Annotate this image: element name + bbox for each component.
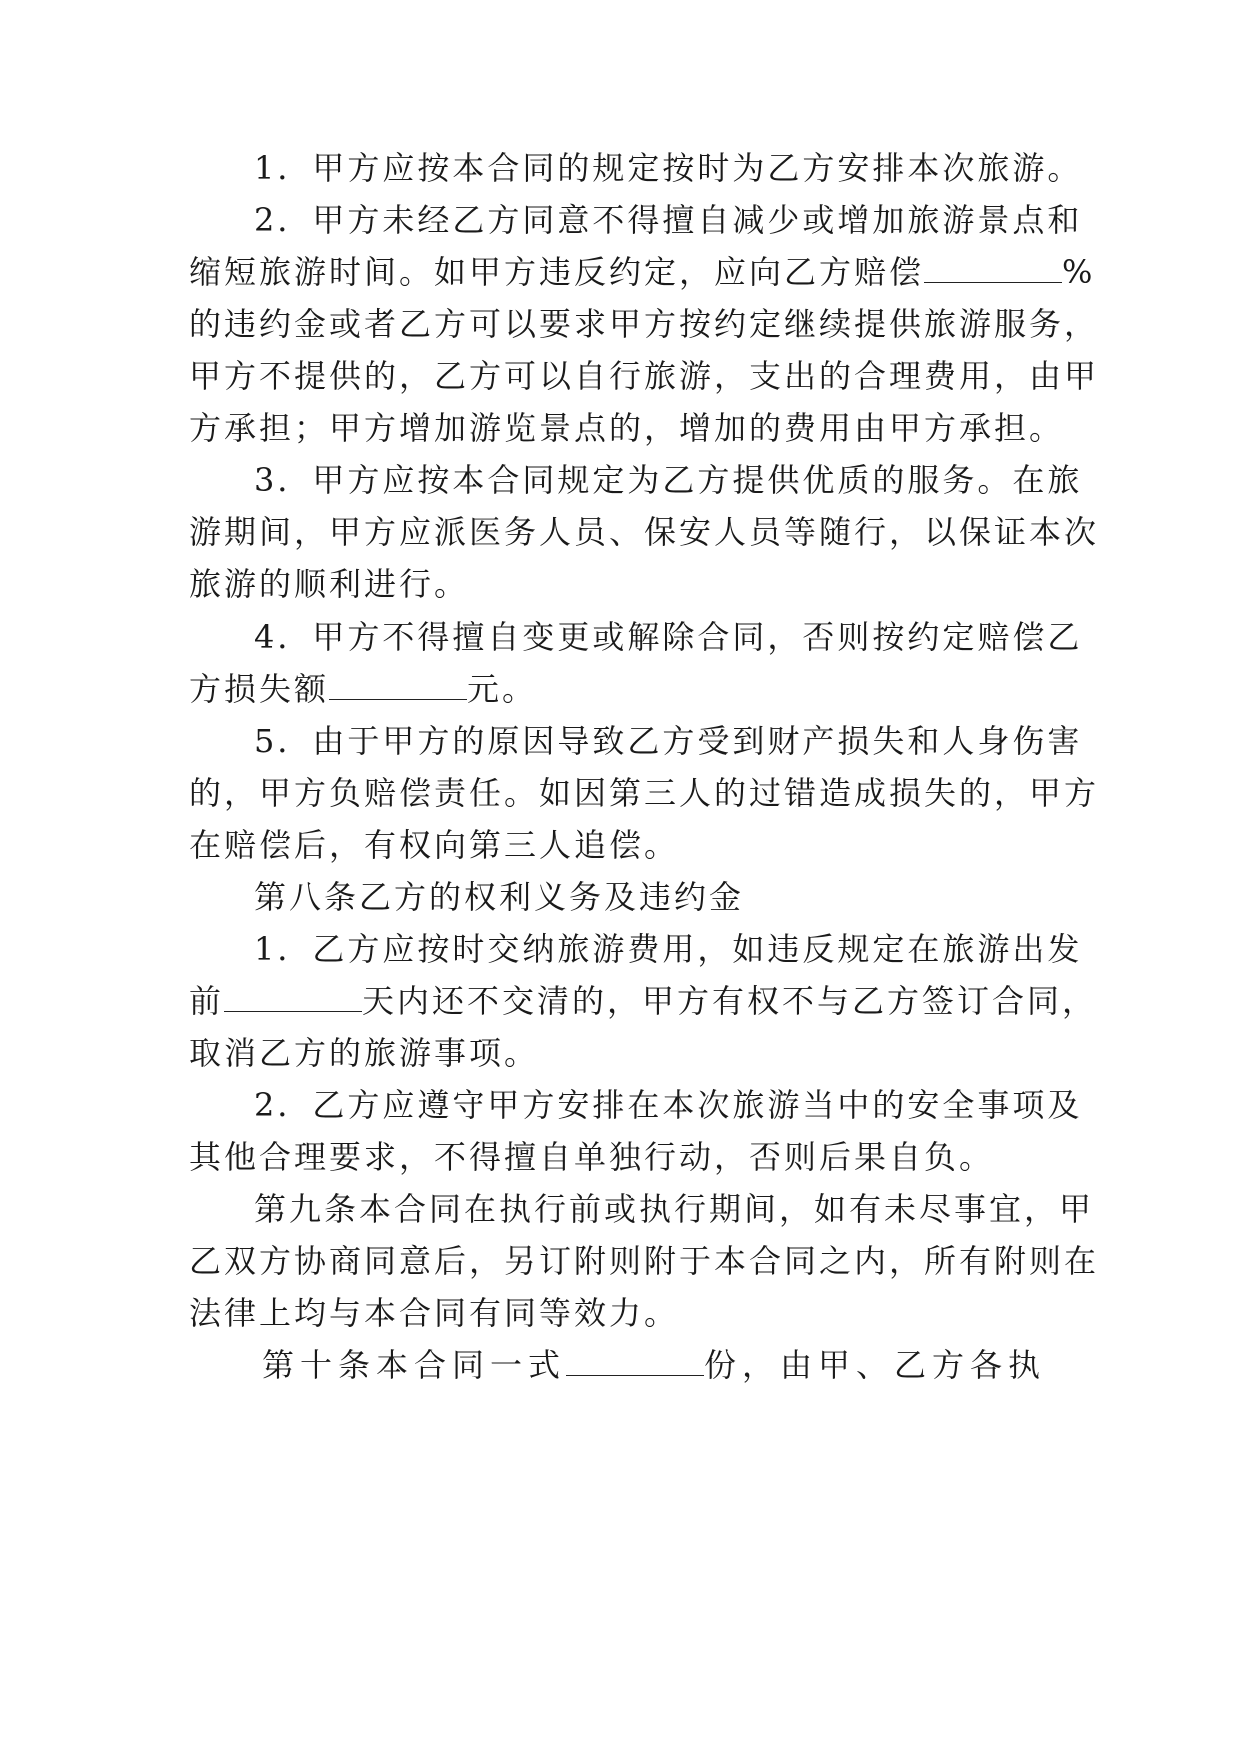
text-segment: %: [1062, 253, 1096, 291]
paragraph-line: 3．甲方应按本合同规定为乙方提供优质的服务。在旅: [254, 461, 1083, 499]
fill-blank: [924, 252, 1062, 283]
fill-blank: [224, 981, 362, 1012]
paragraph-line: [262, 1345, 1046, 1385]
text-segment: 缩短旅游时间。如甲方违反约定，应向乙方赔偿: [189, 253, 925, 291]
paragraph-line: [189, 252, 1095, 292]
paragraph-line: 乙双方协商同意后，另订附则附于本合同之内，所有附则在: [189, 1242, 1100, 1280]
fill-blank: [566, 1345, 704, 1376]
paragraph-line: 2．甲方未经乙方同意不得擅自减少或增加旅游景点和: [254, 201, 1083, 239]
paragraph-line: 法律上均与本合同有同等效力。: [189, 1294, 680, 1332]
paragraph-line: 5．由于甲方的原因导致乙方受到财产损失和人身伤害: [254, 722, 1083, 760]
paragraph-line: 在赔偿后，有权向第三人追偿。: [189, 826, 680, 864]
section-heading: 第八条乙方的权利义务及违约金: [254, 878, 745, 916]
paragraph-line: [189, 669, 537, 709]
paragraph-line: 的，甲方负赔偿责任。如因第三人的过错造成损失的，甲方: [189, 774, 1100, 812]
text-segment: 前: [189, 982, 225, 1020]
paragraph-line: 的违约金或者乙方可以要求甲方按约定继续提供旅游服务，: [189, 305, 1100, 343]
paragraph-line: 甲方不提供的，乙方可以自行旅游，支出的合理费用，由甲: [189, 357, 1100, 395]
paragraph-line: [189, 981, 1097, 1021]
text-segment: 天内还不交清的，甲方有权不与乙方签订合同，: [362, 982, 1098, 1020]
paragraph-line: 2．乙方应遵守甲方安排在本次旅游当中的安全事项及: [254, 1086, 1083, 1124]
paragraph-line: 旅游的顺利进行。: [189, 565, 470, 603]
text-segment: 份，由甲、乙方各执: [704, 1346, 1047, 1384]
text-segment: 方损失额: [189, 670, 330, 708]
paragraph-line: 方承担；甲方增加游览景点的，增加的费用由甲方承担。: [189, 409, 1065, 447]
paragraph-line: 游期间，甲方应派医务人员、保安人员等随行，以保证本次: [189, 513, 1100, 551]
paragraph-line: 其他合理要求，不得擅自单独行动，否则后果自负。: [189, 1138, 995, 1176]
paragraph-line: 取消乙方的旅游事项。: [189, 1034, 540, 1072]
paragraph-line: 4．甲方不得擅自变更或解除合同，否则按约定赔偿乙: [254, 618, 1083, 656]
text-segment: 元。: [467, 670, 538, 708]
paragraph-line: 第九条本合同在执行前或执行期间，如有未尽事宜，甲: [254, 1190, 1095, 1228]
fill-blank: [329, 669, 467, 700]
paragraph-line: 1．乙方应按时交纳旅游费用，如违反规定在旅游出发: [254, 930, 1083, 968]
text-segment: 第十条本合同一式: [262, 1346, 567, 1384]
paragraph-line: 1．甲方应按本合同的规定按时为乙方安排本次旅游。: [254, 149, 1083, 187]
